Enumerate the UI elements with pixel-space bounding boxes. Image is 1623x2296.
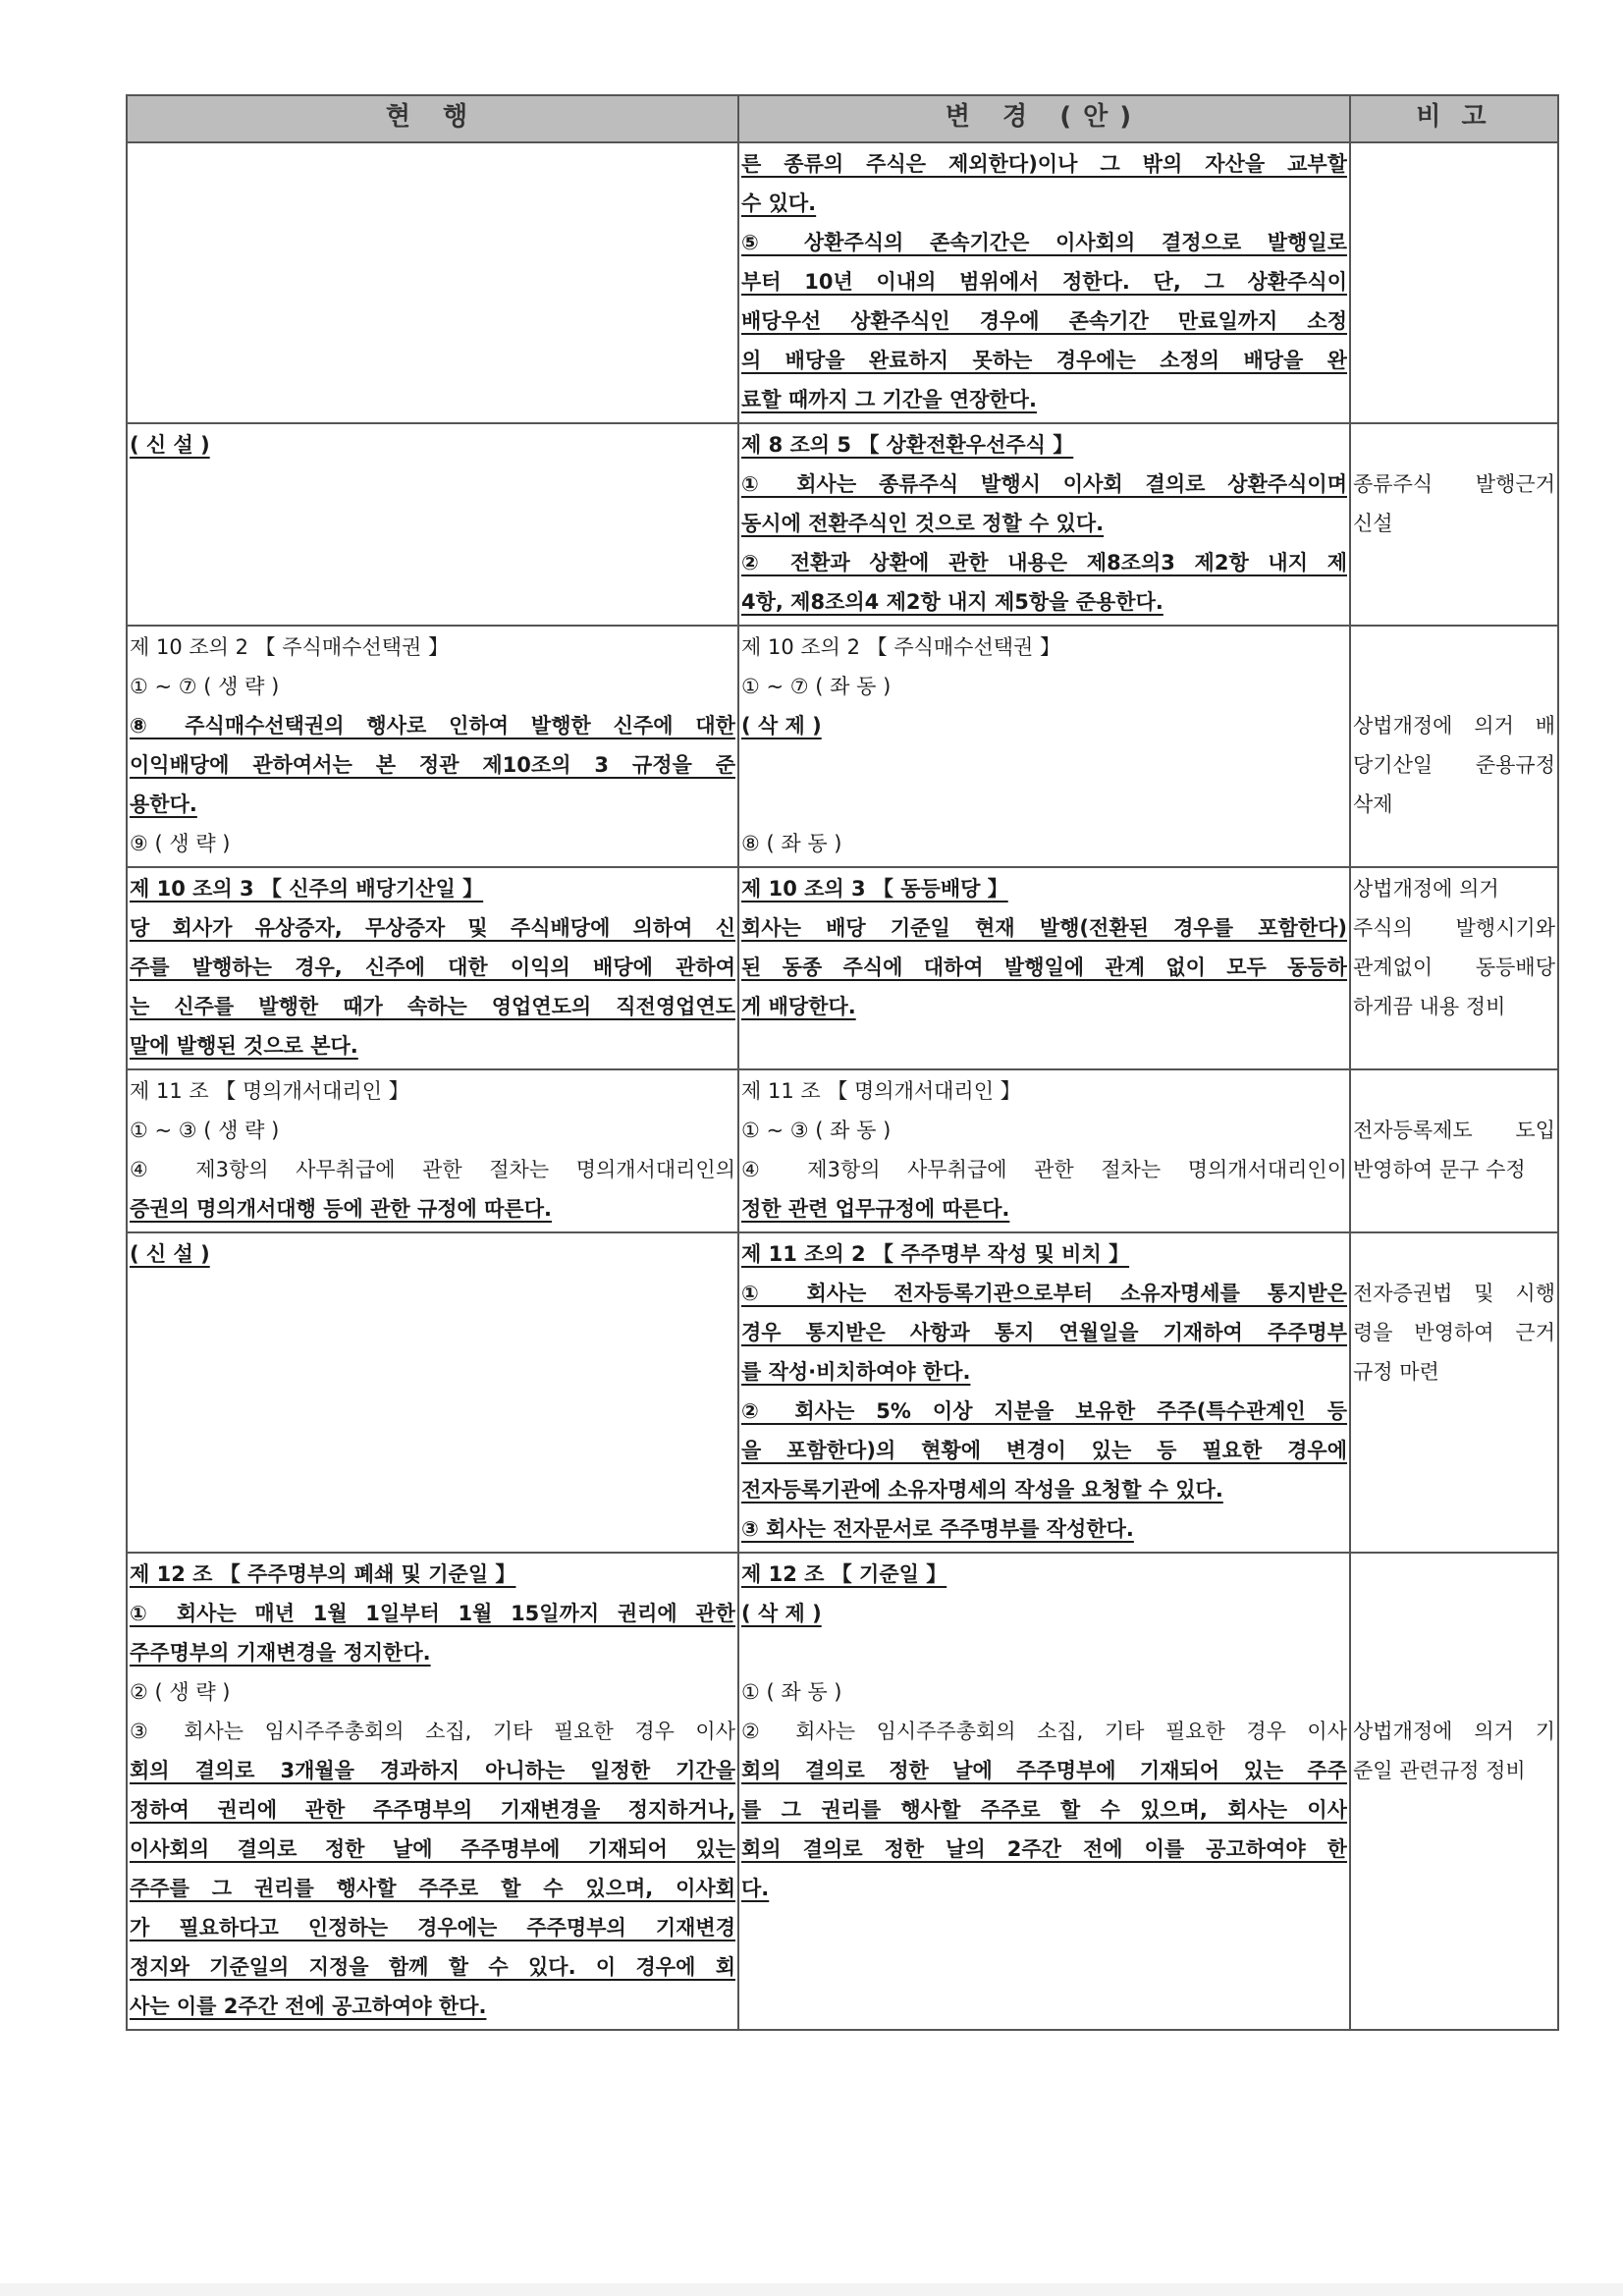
text-line: 제 11 조의 2 【 주주명부 작성 및 비치 】 [741,1242,1130,1266]
remarks-cell [1350,1069,1558,1232]
text-line: ① ~ ⑦ ( 좌 동 ) [741,675,892,698]
text-line: ① 회사는 매년 1월 1일부터 1월 15일까지 권리에 관한 [130,1602,735,1625]
text-line [1353,1071,1555,1111]
text-line: 정하여 권리에 관한 주주명부의 기재변경을 정지하거나, [130,1798,735,1822]
text-line: 이사회의 결의로 정한 날에 주주명부에 기재되어 있는 [130,1837,735,1861]
text-line: 경우 통지받은 사항과 통지 연월일을 기재하여 주주명부 [741,1321,1347,1344]
text-line: 수 있다. [741,191,817,215]
remarks-cell [1350,423,1558,626]
text-line: 당 회사가 유상증자, 무상증자 및 주식배당에 의하여 신 [130,916,735,940]
current-cell [127,626,738,867]
remarks-cell [1350,1553,1558,2030]
text-line: 의 배당을 완료하지 못하는 경우에는 소정의 배당을 완 [741,349,1347,372]
text-line: ( 신 설 ) [130,1242,210,1266]
text-line: ① ~ ③ ( 생 략 ) [130,1119,280,1142]
text-line: 제 10 조의 2 【 주식매수선택권 】 [130,635,449,659]
header-row [127,95,1558,142]
text-line: ④ 제3항의 사무취급에 관한 절차는 명의개서대리인의 [130,1158,735,1181]
text-line: 정한 관련 업무규정에 따른다. [741,1197,1010,1221]
table-row [127,1553,1558,2030]
text-line: 부터 10년 이내의 범위에서 정한다. 단, 그 상환주식이 [741,270,1347,294]
header-remarks: 비 고 [1350,95,1558,142]
text-line: 를 그 권리를 행사할 주주로 할 수 있으며, 회사는 이사 [741,1798,1347,1822]
text-line: ① 회사는 종류주식 발행시 이사회 결의로 상환주식이며 [741,472,1347,496]
text-line: ⑤ 상환주식의 존속기간은 이사회의 결정으로 발행일로 [741,231,1347,254]
text-line: 게 배당한다. [741,995,856,1018]
remarks-cell [1350,867,1558,1069]
text-line [741,745,1347,785]
current-cell [127,1232,738,1553]
text-line: ① ( 좌 동 ) [741,1680,842,1704]
text-line: 를 작성·비치하여야 한다. [741,1360,971,1384]
current-cell [127,867,738,1069]
text-line: 증권의 명의개서대행 등에 관한 규정에 따른다. [130,1197,552,1221]
text-line: 는 신주를 발행한 때가 속하는 영업연도의 직전영업연도 [130,995,735,1018]
text-line [1353,1594,1555,1633]
text-line: 상법개정에 의거 기 [1353,1720,1555,1743]
proposed-cell [738,1069,1350,1232]
text-line: 제 10 조의 3 【 동등배당 】 [741,877,1008,901]
text-line: 른 종류의 주식은 제외한다)이나 그 밖의 자산을 교부할 [741,152,1347,176]
proposed-cell [738,626,1350,867]
text-line: 삭제 [1353,793,1393,816]
remarks-cell [1350,1232,1558,1553]
current-cell [127,1069,738,1232]
text-line: 제 11 조 【 명의개서대리인 】 [741,1079,1021,1103]
text-line: 전자등록제도 도입 [1353,1119,1555,1142]
text-line: 제 11 조 【 명의개서대리인 】 [130,1079,409,1103]
current-cell [127,142,738,423]
proposed-cell [738,867,1350,1069]
text-line: 제 10 조의 3 【 신주의 배당기산일 】 [130,877,484,901]
text-line: ③ 회사는 전자문서로 주주명부를 작성한다. [741,1517,1134,1541]
proposed-cell [738,142,1350,423]
text-line [1353,1555,1555,1594]
text-line: 주식의 발행시기와 [1353,916,1555,940]
text-line: 이익배당에 관하여서는 본 정관 제10조의 3 규정을 준 [130,753,735,777]
text-line: 전자증권법 및 시행 [1353,1282,1555,1305]
text-line: 주주명부의 기재변경을 정지한다. [130,1641,431,1665]
table-row [127,867,1558,1069]
text-line [1353,1633,1555,1672]
text-line: ( 삭 제 ) [741,1602,822,1625]
text-line: ⑧ ( 좌 동 ) [741,832,842,855]
text-line: 가 필요하다고 인정하는 경우에는 주주명부의 기재변경 [130,1916,735,1940]
text-line: 신설 [1353,512,1393,535]
remarks-cell [1350,142,1558,423]
text-line: ② ( 생 략 ) [130,1680,231,1704]
text-line: 상법개정에 의거 [1353,877,1499,901]
current-cell [127,1553,738,2030]
text-line: 준일 관련규정 정비 [1353,1759,1526,1782]
text-line: 종류주식 발행근거 [1353,472,1555,496]
current-cell [127,423,738,626]
text-line: ① ~ ③ ( 좌 동 ) [741,1119,892,1142]
articles-comparison-table [126,94,1559,2031]
text-line [1353,667,1555,706]
text-line: ② 전환과 상환에 관한 내용은 제8조의3 제2항 내지 제 [741,551,1347,574]
text-line: ② 회사는 5% 이상 지분을 보유한 주주(특수관계인 등 [741,1399,1347,1423]
text-line: ( 신 설 ) [130,433,210,457]
text-line: 상법개정에 의거 배 [1353,714,1555,738]
text-line: ④ 제3항의 사무취급에 관한 절차는 명의개서대리인이 [741,1158,1347,1181]
text-line: ⑨ ( 생 략 ) [130,832,231,855]
text-line: 말에 발행된 것으로 본다. [130,1034,358,1058]
text-line: 주주를 그 권리를 행사할 주주로 할 수 있으며, 이사회 [130,1877,735,1900]
text-line: ① 회사는 전자등록기관으로부터 소유자명세를 통지받은 [741,1282,1347,1305]
text-line [741,785,1347,824]
proposed-cell [738,1553,1350,2030]
text-line: 당기산일 준용규정 [1353,753,1555,777]
scan-edge [0,2283,1623,2296]
text-line: 제 12 조 【 주주명부의 폐쇄 및 기준일 】 [130,1562,516,1586]
text-line [1353,1672,1555,1712]
text-line: 규정 마련 [1353,1360,1439,1384]
table-row [127,626,1558,867]
text-line: ③ 회사는 임시주주총회의 소집, 기타 필요한 경우 이사 [130,1720,735,1743]
text-line: 동시에 전환주식인 것으로 정할 수 있다. [741,512,1105,535]
text-line: 회의 결의로 정한 날에 주주명부에 기재되어 있는 주주 [741,1759,1347,1782]
text-line: 회의 결의로 3개월을 경과하지 아니하는 일정한 기간을 [130,1759,735,1782]
text-line [741,1633,1347,1672]
text-line [1353,425,1555,465]
header-current: 현 행 [127,95,738,142]
text-line [1353,628,1555,667]
text-line: 정지와 기준일의 지정을 함께 할 수 있다. 이 경우에 회 [130,1955,735,1979]
text-line: 다. [741,1877,770,1900]
text-line: ⑧ 주식매수선택권의 행사로 인하여 발행한 신주에 대한 [130,714,735,738]
text-line: 료할 때까지 그 기간을 연장한다. [741,388,1037,411]
text-line: 회사는 배당 기준일 현재 발행(전환된 경우를 포함한다) [741,916,1347,940]
text-line: ② 회사는 임시주주총회의 소집, 기타 필요한 경우 이사 [741,1720,1347,1743]
text-line: 제 10 조의 2 【 주식매수선택권 】 [741,635,1060,659]
text-line: ( 삭 제 ) [741,714,822,738]
text-line: 4항, 제8조의4 제2항 내지 제5항을 준용한다. [741,590,1163,614]
table-row [127,423,1558,626]
text-line: 용한다. [130,793,197,816]
text-line: 사는 이를 2주간 전에 공고하여야 한다. [130,1995,487,2018]
text-line [1353,1234,1555,1274]
text-line: 반영하여 문구 수정 [1353,1158,1526,1181]
text-line: 관계없이 동등배당 [1353,956,1555,979]
text-line: 전자등록기관에 소유자명세의 작성을 요청할 수 있다. [741,1478,1223,1502]
table-row [127,1069,1558,1232]
table-row [127,1232,1558,1553]
text-line: 령을 반영하여 근거 [1353,1321,1555,1344]
remarks-cell [1350,626,1558,867]
text-line: ① ~ ⑦ ( 생 략 ) [130,675,280,698]
text-line: 제 8 조의 5 【 상환전환우선주식 】 [741,433,1074,457]
text-line: 배당우선 상환주식인 경우에 존속기간 만료일까지 소정 [741,309,1347,333]
text-line: 회의 결의로 정한 날의 2주간 전에 이를 공고하여야 한 [741,1837,1347,1861]
text-line: 제 12 조 【 기준일 】 [741,1562,947,1586]
amendment-comparison-page [126,94,1557,2031]
text-line: 주를 발행하는 경우, 신주에 대한 이익의 배당에 관하여 [130,956,735,979]
text-line: 하게끔 내용 정비 [1353,995,1506,1018]
proposed-cell [738,1232,1350,1553]
text-line: 을 포함한다)의 현황에 변경이 있는 등 필요한 경우에 [741,1439,1347,1462]
proposed-cell [738,423,1350,626]
text-line: 된 동종 주식에 대하여 발행일에 관계 없이 모두 동등하 [741,956,1347,979]
header-proposed: 변 경 (안) [738,95,1350,142]
table-row [127,142,1558,423]
